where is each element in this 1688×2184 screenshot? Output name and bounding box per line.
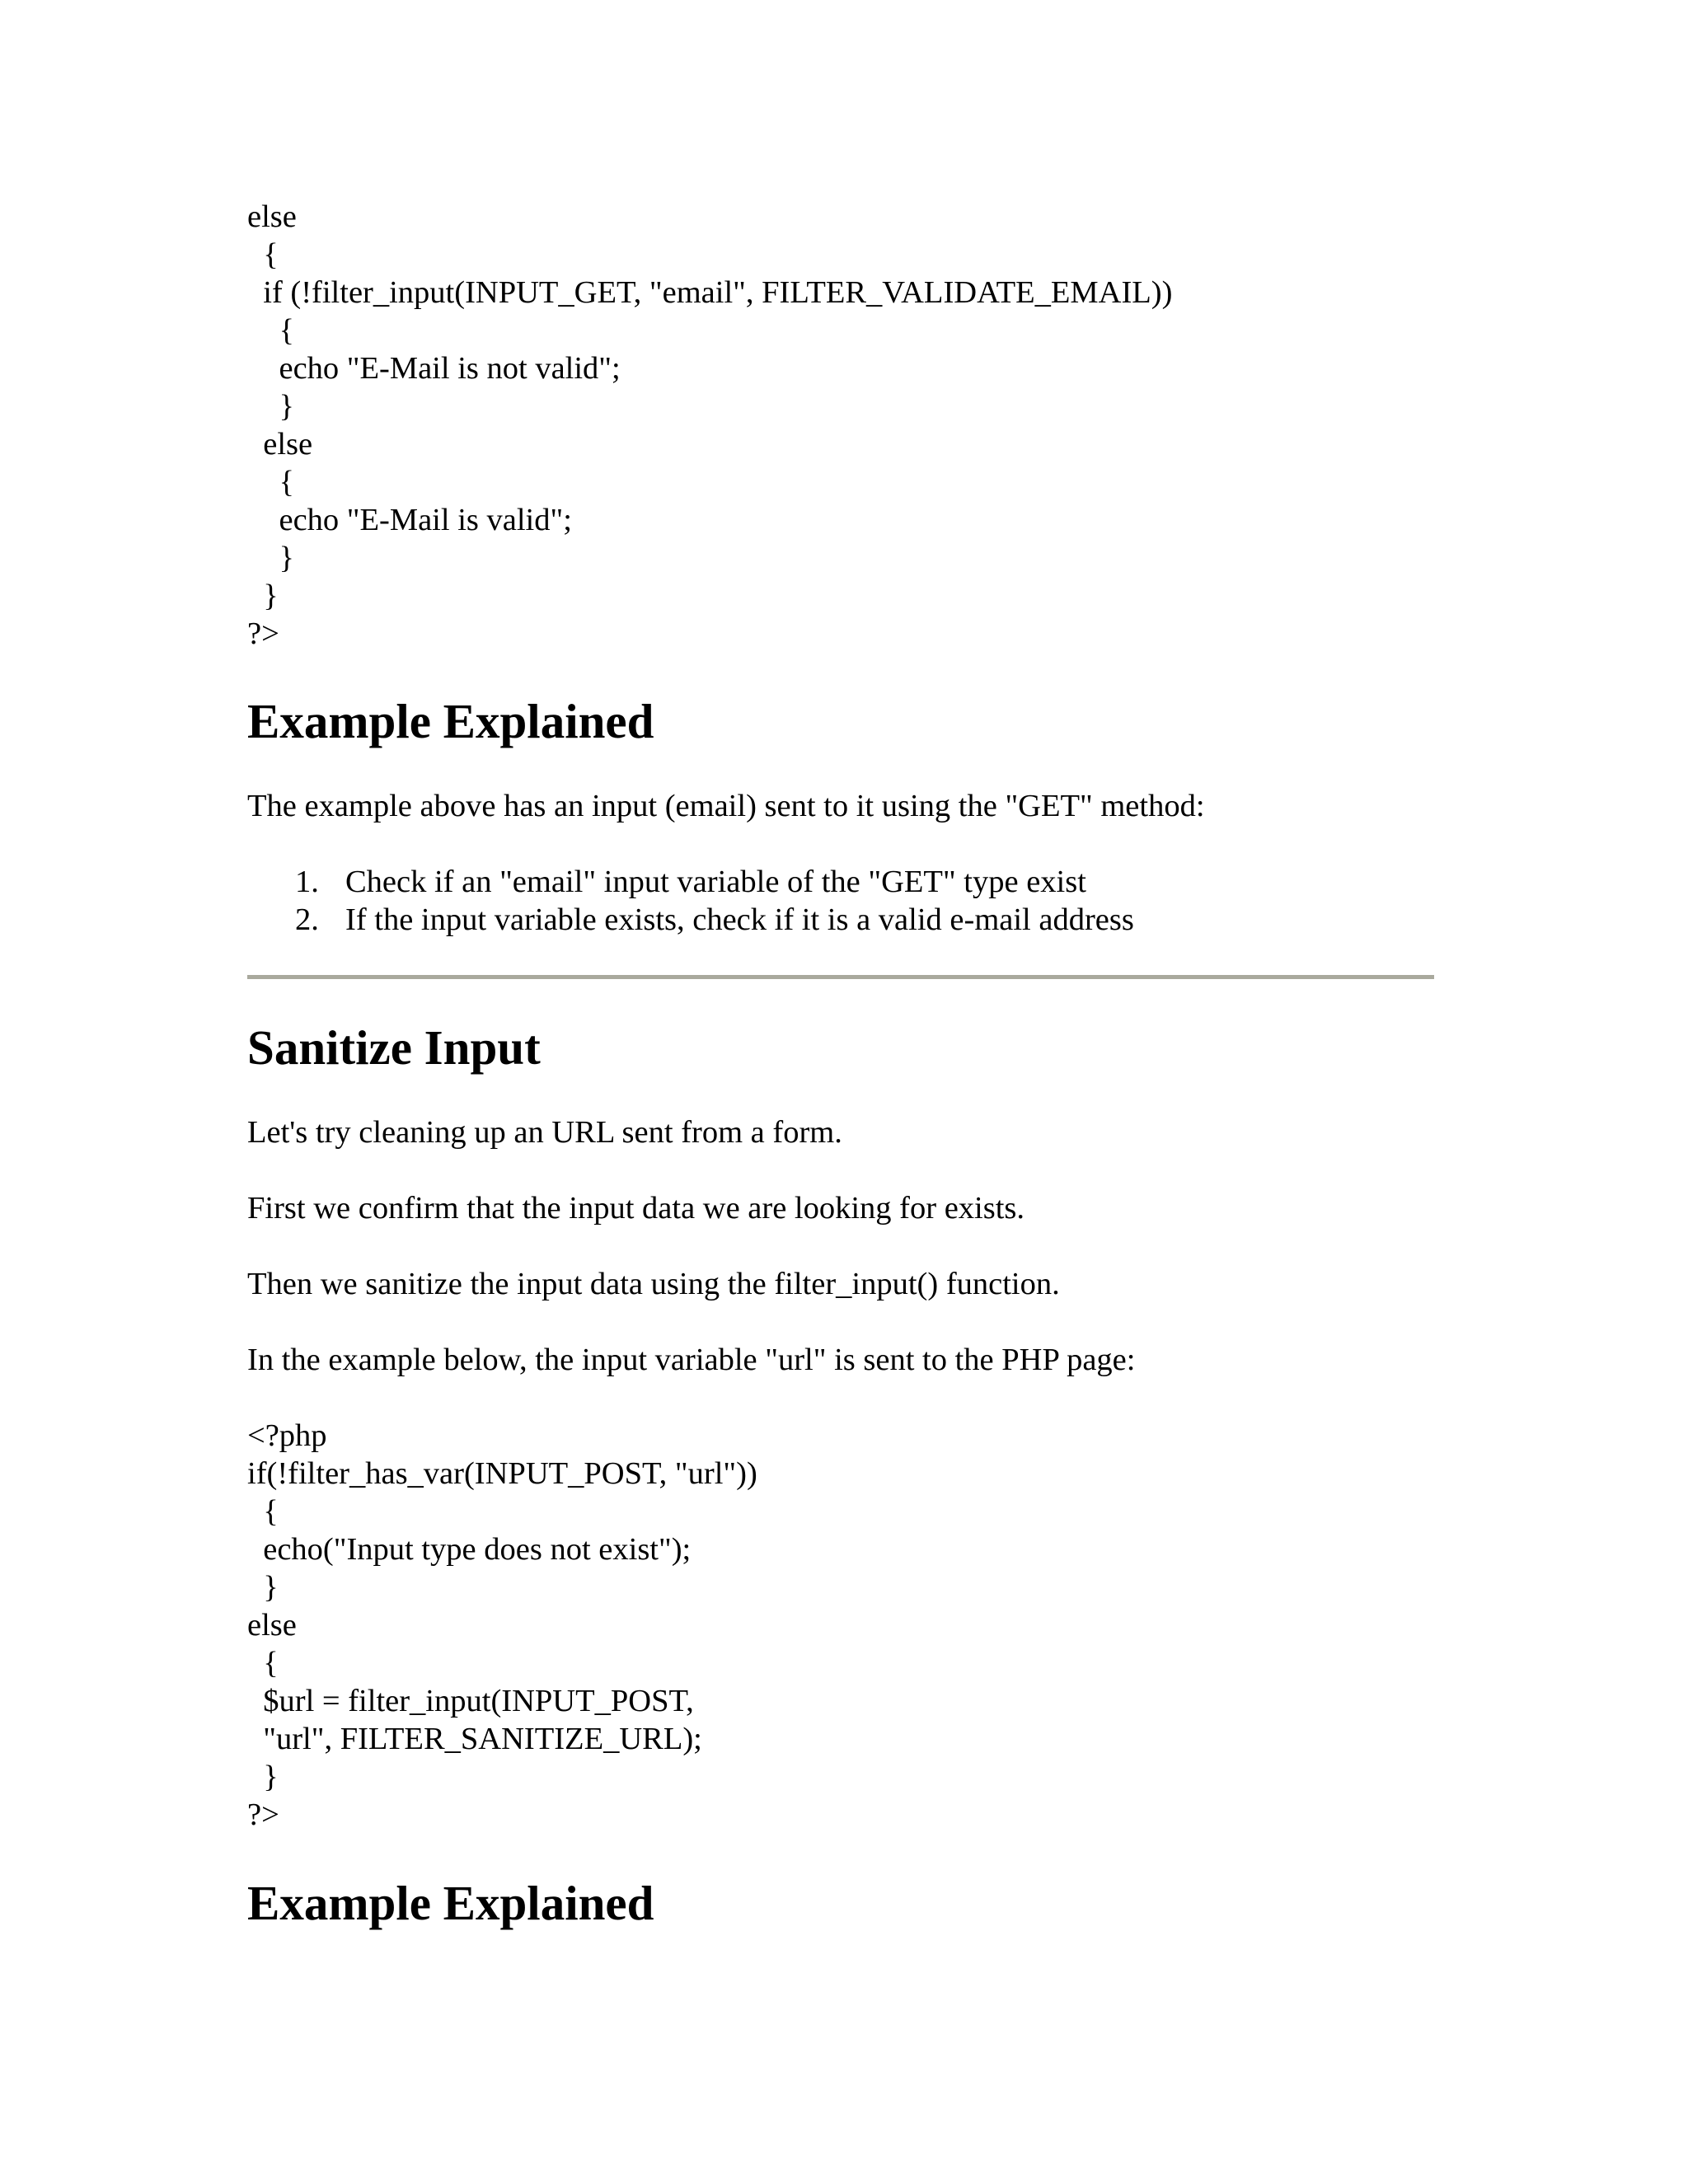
list-number: 1. xyxy=(295,865,319,899)
list-item xyxy=(247,863,1134,901)
code-line: } xyxy=(247,579,279,613)
paragraph: Then we sanitize the input data using the filter_input() function. xyxy=(247,1267,1060,1301)
code-line: } xyxy=(247,541,294,575)
list-number: 2. xyxy=(295,902,319,937)
code-line: else xyxy=(247,1608,297,1643)
code-line: { xyxy=(247,313,294,348)
horizontal-rule xyxy=(247,975,1434,979)
paragraph: First we confirm that the input data we are looking for exists. xyxy=(247,1191,1025,1226)
code-line: echo("Input type does not exist"); xyxy=(247,1532,692,1567)
code-line: } xyxy=(247,1570,279,1605)
code-line: { xyxy=(247,237,279,272)
list-item xyxy=(247,901,1134,939)
paragraph: Let's try cleaning up an URL sent from a form. xyxy=(247,1115,842,1150)
code-line: else xyxy=(247,427,313,462)
list-item-text: Check if an "email" input variable of the "GET" type exist xyxy=(345,865,1086,899)
code-line: { xyxy=(247,465,294,499)
code-line: } xyxy=(247,1760,279,1794)
code-line: ?> xyxy=(247,616,279,651)
code-line: { xyxy=(247,1646,279,1680)
code-block-email-validation xyxy=(247,198,1172,653)
code-line: if (!filter_input(INPUT_GET, "email", FILTER_VALIDATE_EMAIL)) xyxy=(247,275,1173,310)
code-line: { xyxy=(247,1494,279,1529)
code-line: echo "E-Mail is valid"; xyxy=(247,503,572,537)
code-line: <?php xyxy=(247,1418,327,1453)
code-block-sanitize-url xyxy=(247,1417,757,1834)
section-heading-example-explained: Example Explained xyxy=(247,694,654,748)
code-line: ?> xyxy=(247,1797,279,1832)
code-line: echo "E-Mail is not valid"; xyxy=(247,351,621,386)
code-line: else xyxy=(247,199,297,234)
steps-list xyxy=(247,863,1134,939)
code-line: $url = filter_input(INPUT_POST, xyxy=(247,1684,694,1718)
paragraph-intro: The example above has an input (email) sent to it using the "GET" method: xyxy=(247,789,1205,823)
list-item-text: If the input variable exists, check if it is a valid e-mail address xyxy=(345,902,1134,937)
section-heading-example-explained: Example Explained xyxy=(247,1876,654,1930)
section-heading-sanitize-input: Sanitize Input xyxy=(247,1020,541,1075)
paragraph: In the example below, the input variable "url" is sent to the PHP page: xyxy=(247,1343,1136,1377)
code-line: } xyxy=(247,389,294,424)
code-line: if(!filter_has_var(INPUT_POST, "url")) xyxy=(247,1456,757,1491)
code-line: "url", FILTER_SANITIZE_URL); xyxy=(247,1722,702,1756)
